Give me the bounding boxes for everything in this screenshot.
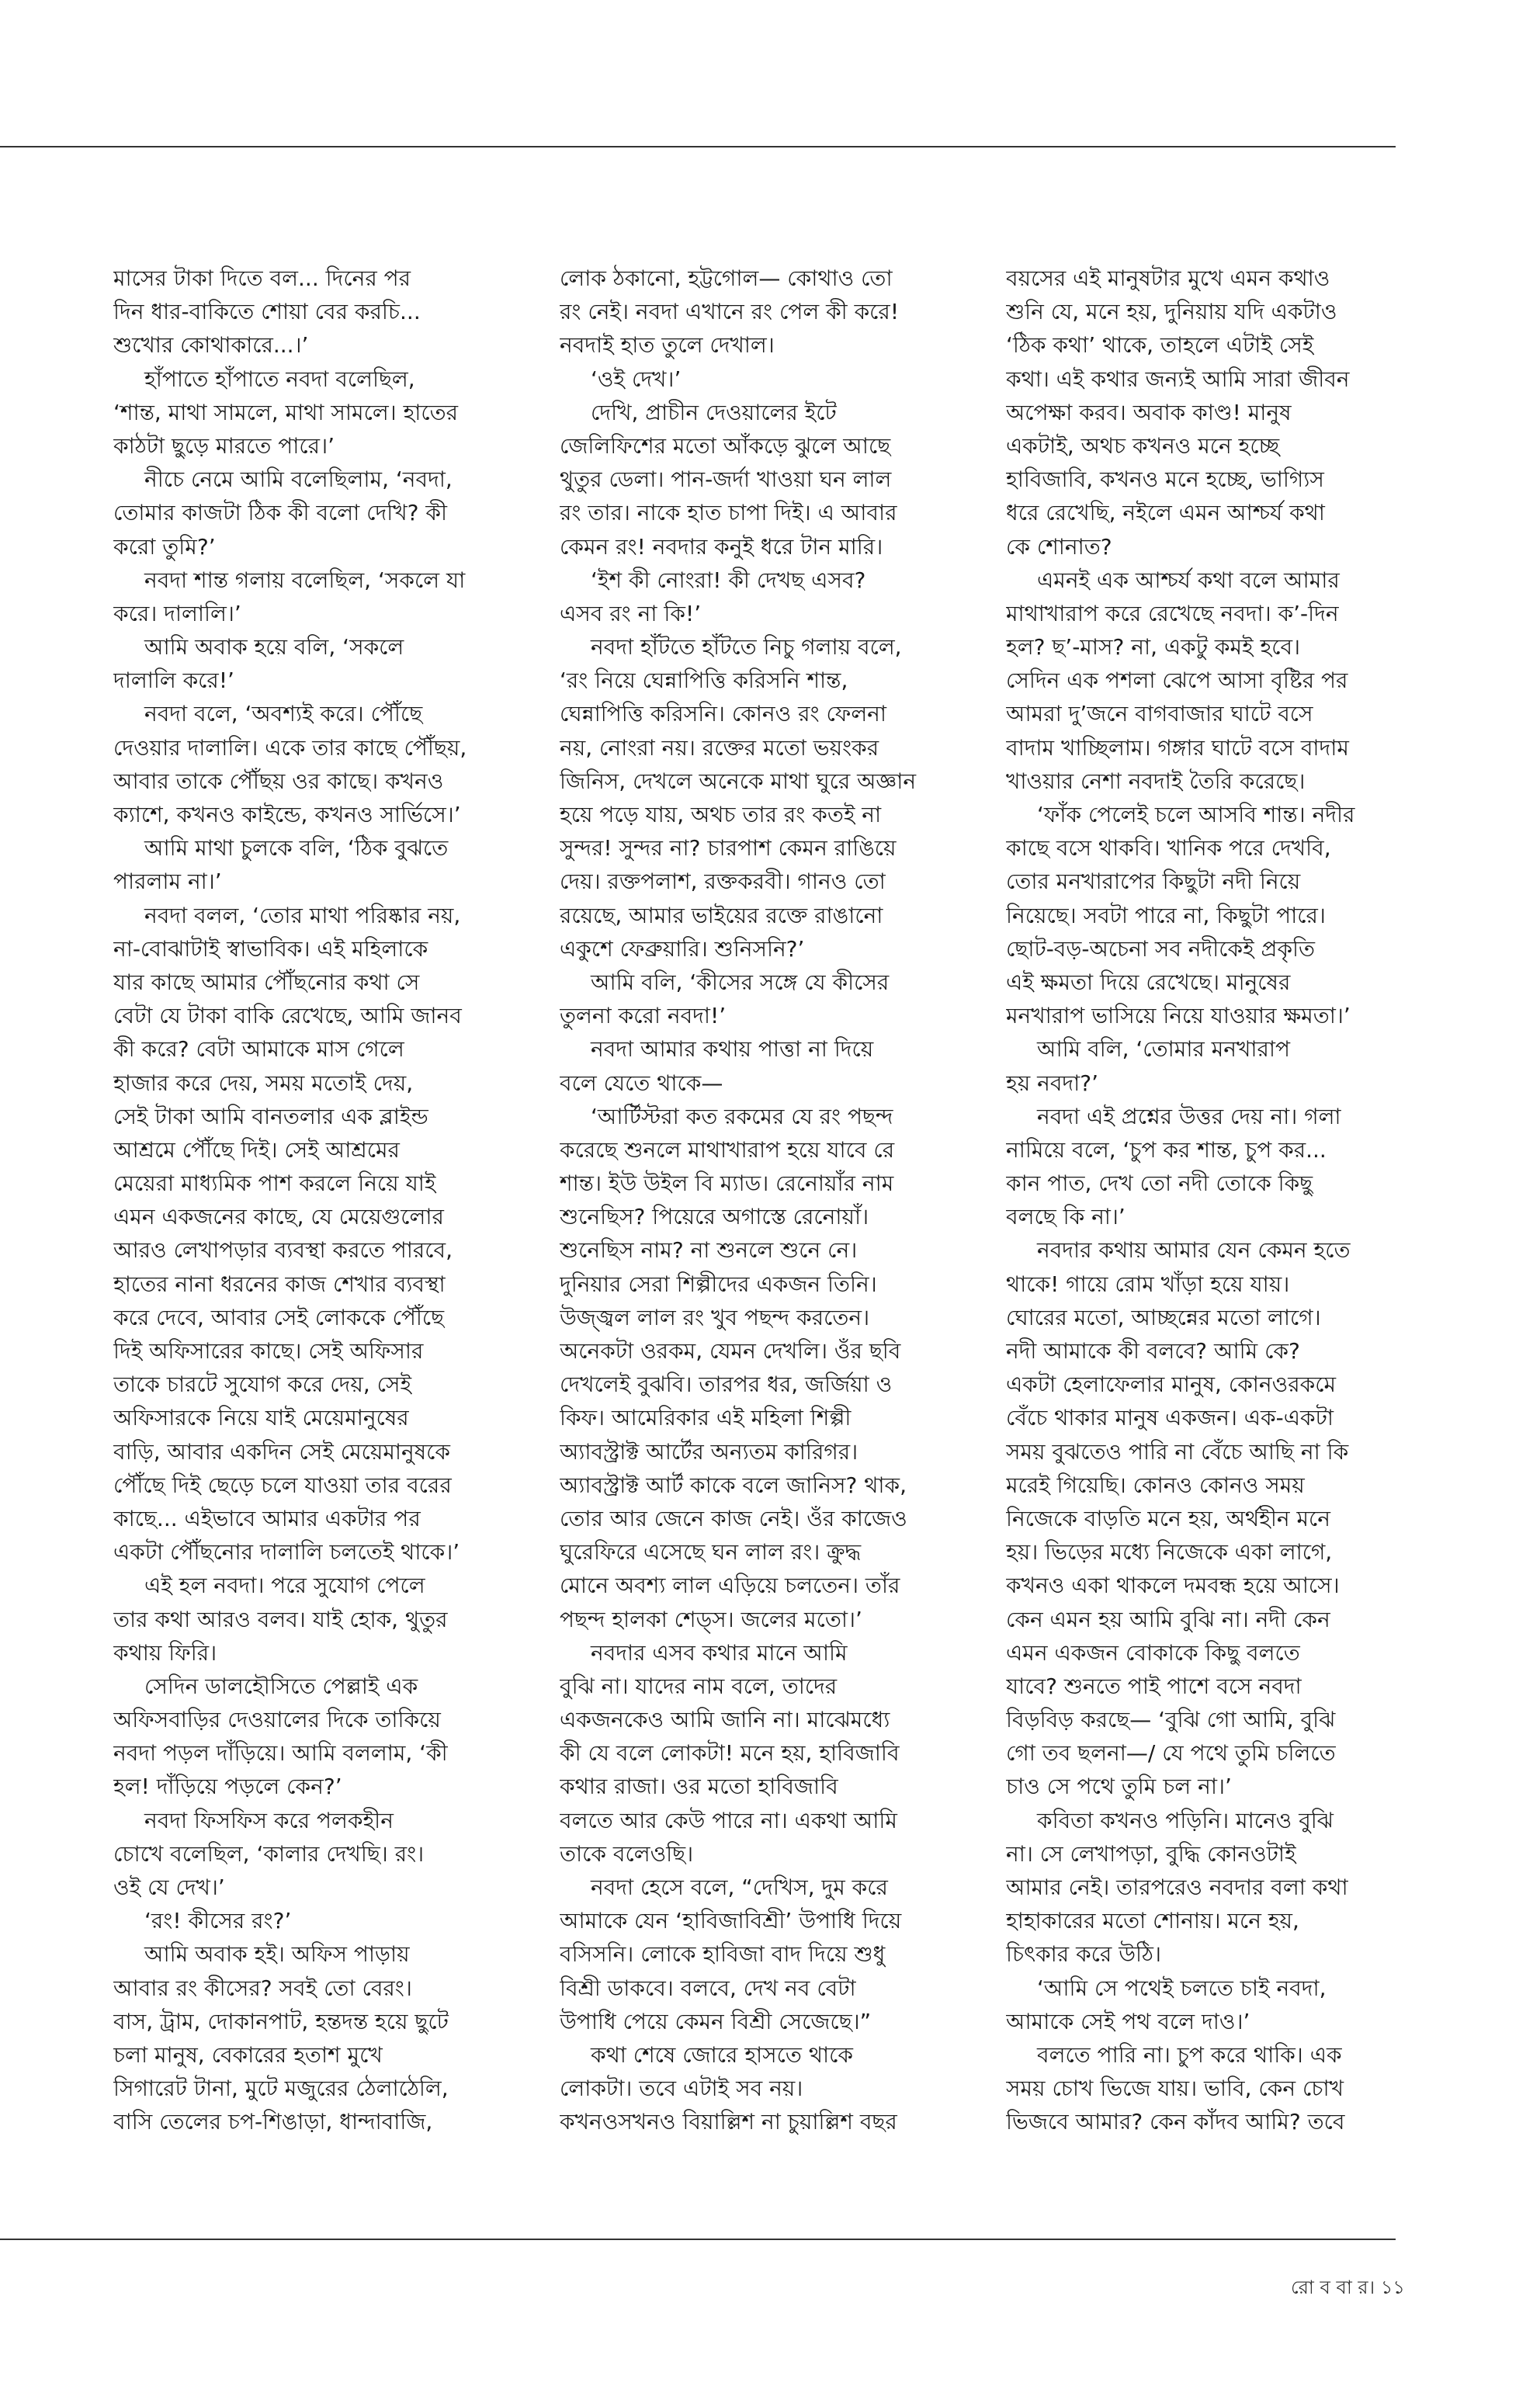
- text-line: করে। দালালি।’: [113, 600, 241, 626]
- text-line: থাকে! গায়ে রোম খাঁড়া হয়ে যায়।: [1006, 1271, 1290, 1297]
- text-line: সময় চোখ ভিজে যায়। ভাবি, কেন চোখ: [1006, 2076, 1344, 2102]
- text-line: এই হল নবদা। পরে সুযোগ পেলে: [144, 1573, 425, 1599]
- text-line: বলতে পারি না। চুপ করে থাকি। এক: [1037, 2041, 1342, 2068]
- text-line: জেলিফিশের মতো আঁকড়ে ঝুলে আছে: [560, 432, 891, 459]
- text-line: নিয়েছে। সবটা পারে না, কিছুটা পারে।: [1006, 902, 1326, 928]
- text-line: তাকে চারটে সুযোগ করে দেয়, সেই: [113, 1372, 412, 1398]
- text-line: কাছে বসে থাকবি। খানিক পরে দেখবি,: [1006, 835, 1331, 862]
- text-line: গো তব ছলনা—/ যে পথে তুমি চলিতে: [1006, 1740, 1336, 1767]
- text-line: আমি বলি, ‘তোমার মনখারাপ: [1037, 1036, 1291, 1063]
- text-line: একটা পৌঁছনোর দালালি চলতেই থাকে।’: [113, 1539, 460, 1566]
- text-line: কী যে বলে লোকটা! মনে হয়, হাবিজাবি: [560, 1740, 900, 1767]
- text-line: ‘আর্টিস্টরা কত রকমের যে রং পছন্দ: [591, 1103, 893, 1129]
- text-line: হাবিজাবি, কখনও মনে হচ্ছে, ভাগ্যিস: [1006, 466, 1324, 493]
- text-line: এই ক্ষমতা দিয়ে রেখেছে। মানুষের: [1006, 969, 1291, 995]
- text-line: কখনও একা থাকলে দমবন্ধ হয়ে আসে।: [1006, 1573, 1340, 1599]
- text-line: কেন এমন হয় আমি বুঝি না। নদী কেন: [1006, 1606, 1330, 1632]
- text-line: নদী আমাকে কী বলবে? আমি কে?: [1006, 1338, 1300, 1364]
- text-line: লোকটা। তবে এটাই সব নয়।: [560, 2076, 803, 2102]
- text-line: বাড়ি, আবার একদিন সেই মেয়েমানুষকে: [113, 1438, 451, 1465]
- text-line: বাসি তেলের চপ-শিঙাড়া, ধান্দাবাজি,: [113, 2109, 433, 2135]
- text-line: আবার তাকে পৌঁছয় ওর কাছে। কখনও: [113, 768, 444, 794]
- text-line: আমি অবাক হয়ে বলি, ‘সকলে: [144, 634, 404, 661]
- text-line: এসব রং না কি!’: [560, 600, 702, 626]
- text-line: বলতে আর কেউ পারে না। একথা আমি: [560, 1807, 897, 1833]
- text-line: হয়ে পড়ে যায়, অথচ তার রং কতই না: [560, 802, 882, 827]
- text-line: চোখে বলেছিল, ‘কালার দেখছি। রং।: [113, 1840, 425, 1867]
- text-line: রং তার। নাকে হাত চাপা দিই। এ আবার: [560, 500, 897, 526]
- text-line: করে দেবে, আবার সেই লোককে পৌঁছে: [113, 1304, 445, 1330]
- text-line: এমন একজন বোকাকে কিছু বলতে: [1006, 1639, 1300, 1666]
- text-line: কথার রাজা। ওর মতো হাবিজাবি: [560, 1774, 838, 1800]
- text-line: ক্যাশে, কখনও কাইন্ডে, কখনও সার্ভিসে।’: [113, 802, 461, 827]
- text-line: কথা শেষে জোরে হাসতে থাকে: [591, 2041, 853, 2068]
- text-line: ছোট-বড়-অচেনা সব নদীকেই প্রকৃতি: [1006, 935, 1316, 962]
- text-line: ধরে রেখেছি, নইলে এমন আশ্চর্য কথা: [1006, 500, 1325, 526]
- text-line: সেদিন ডালহৌসিতে পেল্লাই এক: [144, 1673, 418, 1699]
- text-column-3: [1006, 262, 1410, 2139]
- text-line: শুনেছিস নাম? না শুনলে শুনে নে।: [560, 1237, 858, 1264]
- text-line: বেঁচে থাকার মানুষ একজন। এক-একটা: [1006, 1405, 1334, 1431]
- text-line: হাতের নানা ধরনের কাজ শেখার ব্যবস্থা: [113, 1271, 446, 1297]
- text-line: রং নেই। নবদা এখানে রং পেল কী করে!: [560, 299, 900, 325]
- text-line: সেই টাকা আমি বানতলার এক ব্লাইন্ড: [113, 1103, 428, 1129]
- text-line: আমি বলি, ‘কীসের সঙ্গে যে কীসের: [591, 969, 890, 995]
- text-line: এমনই এক আশ্চর্য কথা বলে আমার: [1037, 567, 1340, 593]
- text-line: বাস, ট্রাম, দোকানপাট, হন্তদন্ত হয়ে ছুটে: [113, 2008, 449, 2034]
- text-line: আমাকে সেই পথ বলে দাও।’: [1006, 2008, 1250, 2034]
- text-line: নীচে নেমে আমি বলেছিলাম, ‘নবদা,: [144, 466, 453, 493]
- text-line: আবার রং কীসের? সবই তো বেরং।: [113, 1975, 412, 2001]
- text-line: না। সে লেখাপড়া, বুদ্ধি কোনওটাই: [1006, 1840, 1296, 1867]
- text-line: তোর মনখারাপের কিছুটা নদী নিয়ে: [1006, 869, 1301, 895]
- text-line: বলে যেতে থাকে—: [560, 1070, 723, 1096]
- text-line: বিশ্রী ডাকবে। বলবে, দেখ নব বেটা: [560, 1975, 856, 2001]
- text-line: তুলনা করো নবদা!’: [560, 1003, 727, 1029]
- text-line: দালালি করে!’: [113, 668, 234, 694]
- text-line: দেখলেই বুঝবি। তারপর ধর, জর্জিয়া ও: [560, 1372, 893, 1398]
- text-line: শুখোর কোথাকারে...।’: [113, 332, 309, 359]
- text-line: হাহাকারের মতো শোনায়। মনে হয়,: [1006, 1908, 1299, 1934]
- text-line: যাবে? শুনতে পাই পাশে বসে নবদা: [1006, 1673, 1302, 1699]
- text-line: নবদার এসব কথার মানে আমি: [591, 1639, 848, 1666]
- text-line: কান পাত, দেখ তো নদী তোকে কিছু: [1006, 1170, 1313, 1197]
- text-line: হল! দাঁড়িয়ে পড়লে কেন?’: [113, 1774, 342, 1800]
- top-rule: [0, 146, 1396, 147]
- text-line: নবদা ফিসফিস করে পলকহীন: [144, 1807, 394, 1833]
- text-line: এমন একজনের কাছে, যে মেয়েগুলোর: [113, 1204, 444, 1230]
- text-line: উজ্জ্বল লাল রং খুব পছন্দ করতেন।: [560, 1304, 870, 1330]
- text-line: কিফ। আমেরিকার এই মহিলা শিল্পী: [560, 1405, 852, 1431]
- text-line: নবদা হেসে বলে, “দেখিস, দুম করে: [591, 1875, 888, 1900]
- text-line: শুনেছিস? পিয়েরে অগাস্তে রেনোয়াঁ।: [560, 1204, 869, 1230]
- text-line: ‘ঠিক কথা’ থাকে, তাহলে এটাই সেই: [1006, 332, 1314, 359]
- text-line: তার কথা আরও বলব। যাই হোক, থুতুর: [113, 1606, 448, 1632]
- text-line: হয় নবদা?’: [1006, 1070, 1098, 1096]
- text-line: ঘুরেফিরে এসেছে ঘন লাল রং। ক্রুদ্ধ: [560, 1539, 862, 1566]
- text-line: তাকে বলেওছি।: [560, 1840, 694, 1867]
- text-line: তোমার কাজটা ঠিক কী বলো দেখি? কী: [113, 500, 448, 526]
- text-line: কাঠটা ছুড়ে মারতে পারে।’: [113, 432, 335, 459]
- text-line: আরও লেখাপড়ার ব্যবস্থা করতে পারবে,: [113, 1237, 453, 1264]
- text-line: নবদা পড়ল দাঁড়িয়ে। আমি বললাম, ‘কী: [113, 1740, 448, 1767]
- text-line: দেয়। রক্তপলাশ, রক্তকরবী। গানও তো: [560, 869, 886, 895]
- text-line: হাজার করে দেয়, সময় মতোই দেয়,: [113, 1070, 414, 1096]
- text-line: তোর আর জেনে কাজ নেই। ওঁর কাজেও: [560, 1505, 907, 1531]
- text-line: নবদা আমার কথায় পাত্তা না দিয়ে: [591, 1036, 874, 1063]
- text-line: কথা। এই কথার জন্যই আমি সারা জীবন: [1006, 366, 1350, 392]
- text-line: একটাই, অথচ কখনও মনে হচ্ছে: [1006, 432, 1280, 459]
- text-line: আমি অবাক হই। অফিস পাড়ায়: [144, 1941, 410, 1968]
- text-line: ‘রং! কীসের রং?’: [144, 1908, 292, 1934]
- text-line: রয়েছে, আমার ভাইয়ের রক্তে রাঙানো: [560, 902, 883, 928]
- text-line: যার কাছে আমার পৌঁছনোর কথা সে: [113, 969, 420, 995]
- text-column-1: [113, 262, 517, 2139]
- text-line: শান্ত। ইউ উইল বি ম্যাড। রেনোয়াঁর নাম: [560, 1170, 894, 1197]
- text-line: কে শোনাত?: [1006, 533, 1112, 560]
- text-line: নামিয়ে বলে, ‘চুপ কর শান্ত, চুপ কর...: [1006, 1136, 1327, 1163]
- text-line: কেমন রং! নবদার কনুই ধরে টান মারি।: [560, 533, 883, 560]
- text-column-2: [560, 262, 963, 2139]
- text-line: নবদা এই প্রশ্নের উত্তর দেয় না। গলা: [1037, 1103, 1341, 1129]
- text-line: পছন্দ হালকা শেড্‌স। জলের মতো।’: [560, 1606, 862, 1632]
- text-line: চাও সে পথে তুমি চল না।’: [1006, 1774, 1232, 1800]
- text-line: হাঁপাতে হাঁপাতে নবদা বলেছিল,: [144, 366, 415, 392]
- text-line: অপেক্ষা করব। অবাক কাণ্ড! মানুষ: [1006, 399, 1292, 425]
- text-line: ‘আমি সে পথেই চলতে চাই নবদা,: [1037, 1975, 1327, 2001]
- text-line: ‘রং নিয়ে ঘেন্নাপিত্তি করিসনি শান্ত,: [560, 668, 848, 694]
- text-line: কাছে... এইভাবে আমার একটার পর: [113, 1505, 421, 1531]
- text-line: ‘ওই দেখ।’: [591, 366, 682, 392]
- text-line: মনখারাপ ভাসিয়ে নিয়ে যাওয়ার ক্ষমতা।’: [1006, 1003, 1351, 1029]
- text-line: একুশে ফেব্রুয়ারি। শুনিসনি?’: [560, 935, 805, 962]
- text-line: আমাকে যেন ‘হাবিজাবিশ্রী’ উপাধি দিয়ে: [560, 1908, 902, 1934]
- text-line: নিজেকে বাড়তি মনে হয়, অর্থহীন মনে: [1006, 1505, 1331, 1531]
- text-line: মাথাখারাপ করে রেখেছে নবদা। ক’-দিন: [1006, 600, 1339, 626]
- text-line: নবদা বলে, ‘অবশ্যই করে। পৌঁছে: [144, 701, 423, 727]
- text-line: সময় বুঝতেও পারি না বেঁচে আছি না কি: [1006, 1438, 1349, 1465]
- text-line: শুনি যে, মনে হয়, দুনিয়ায় যদি একটাও: [1006, 299, 1337, 325]
- text-line: চলা মানুষ, বেকারের হতাশ মুখে: [113, 2041, 383, 2068]
- text-line: কখনওসখনও বিয়াল্লিশ না চুয়াল্লিশ বছর: [560, 2109, 897, 2135]
- text-line: কী করে? বেটা আমাকে মাস গেলে: [113, 1036, 404, 1063]
- text-line: মরেই গিয়েছি। কোনও কোনও সময়: [1006, 1472, 1305, 1498]
- text-line: নবদার কথায় আমার যেন কেমন হতে: [1037, 1237, 1351, 1264]
- text-line: ‘ফাঁক পেলেই চলে আসবি শান্ত। নদীর: [1037, 802, 1355, 827]
- text-line: অনেকটা ওরকম, যেমন দেখলি। ওঁর ছবি: [560, 1338, 901, 1364]
- text-line: ঘোরের মতো, আচ্ছন্নের মতো লাগে।: [1006, 1304, 1321, 1330]
- text-line: নয়, নোংরা নয়। রক্তের মতো ভয়ংকর: [560, 734, 879, 761]
- text-line: একটা হেলাফেলার মানুষ, কোনওরকমে: [1006, 1372, 1337, 1398]
- text-line: ওই যে দেখ।’: [113, 1875, 225, 1900]
- text-line: আমার নেই। তারপরেও নবদার বলা কথা: [1006, 1875, 1348, 1900]
- page-folio: রো ব বা র। ১১: [1290, 2277, 1405, 2298]
- text-line: মাসের টাকা দিতে বল... দিনের পর: [113, 265, 411, 291]
- text-line: হল? ছ’-মাস? না, একটু কমই হবে।: [1006, 634, 1301, 661]
- text-line: দিই অফিসারের কাছে। সেই অফিসার: [113, 1338, 424, 1364]
- text-line: জিনিস, দেখলে অনেকে মাথা ঘুরে অজ্ঞান: [560, 768, 917, 794]
- text-line: নবদা বলল, ‘তোর মাথা পরিষ্কার নয়,: [144, 902, 461, 928]
- text-line: না-বোঝাটাই স্বাভাবিক। এই মহিলাকে: [113, 935, 428, 962]
- text-line: অফিসারকে নিয়ে যাই মেয়েমানুষের: [113, 1405, 409, 1431]
- text-line: চিৎকার করে উঠি।: [1006, 1941, 1162, 1968]
- text-line: আশ্রমে পৌঁছে দিই। সেই আশ্রমের: [113, 1136, 400, 1163]
- text-line: বেটা যে টাকা বাকি রেখেছে, আমি জানব: [113, 1003, 462, 1029]
- text-line: সিগারেট টানা, মুটে মজুরের ঠেলাঠেলি,: [113, 2076, 449, 2102]
- text-line: অফিসবাড়ির দেওয়ালের দিকে তাকিয়ে: [113, 1707, 441, 1733]
- text-line: করেছে শুনলে মাথাখারাপ হয়ে যাবে রে: [560, 1136, 895, 1163]
- text-line: অ্যাবস্ট্রাক্ট আর্টের অন্যতম কারিগর।: [560, 1438, 858, 1465]
- text-line: সুন্দর! সুন্দর না? চারপাশ কেমন রাঙিয়ে: [560, 835, 897, 862]
- text-line: করো তুমি?’: [113, 533, 216, 560]
- text-line: আমি মাথা চুলকে বলি, ‘ঠিক বুঝতে: [144, 835, 449, 862]
- text-line: হয়। ভিড়ের মধ্যে নিজেকে একা লাগে,: [1006, 1539, 1333, 1566]
- text-line: আমরা দু’জনে বাগবাজার ঘাটে বসে: [1006, 701, 1313, 727]
- text-line: বয়সের এই মানুষটার মুখে এমন কথাও: [1006, 265, 1330, 291]
- text-line: একজনকেও আমি জানি না। মাঝেমধ্যে: [560, 1707, 890, 1733]
- text-line: থুতুর ডেলা। পান-জর্দা খাওয়া ঘন লাল: [560, 466, 892, 493]
- text-line: খাওয়ার নেশা নবদাই তৈরি করেছে।: [1006, 768, 1306, 794]
- text-line: বুঝি না। যাদের নাম বলে, তাদের: [560, 1673, 838, 1699]
- text-line: নবদা হাঁটতে হাঁটতে নিচু গলায় বলে,: [591, 634, 902, 661]
- text-line: মোনে অবশ্য লাল এড়িয়ে চলতেন। তাঁর: [560, 1573, 900, 1599]
- text-line: বলছে কি না।’: [1006, 1204, 1126, 1230]
- text-line: দিন ধার-বাকিতে শোয়া বের করচি...: [113, 299, 421, 325]
- text-line: পারলাম না।’: [113, 869, 222, 895]
- bottom-rule: [0, 2239, 1396, 2240]
- text-line: পৌঁছে দিই ছেড়ে চলে যাওয়া তার বরের: [113, 1472, 452, 1498]
- text-line: সেদিন এক পশলা ঝেপে আসা বৃষ্টির পর: [1006, 668, 1348, 694]
- text-line: কথায় ফিরি।: [113, 1639, 217, 1666]
- text-line: ‘শান্ত, মাথা সামলে, মাথা সামলে। হাতের: [113, 399, 459, 425]
- text-line: বিড়বিড় করছে— ‘বুঝি গো আমি, বুঝি: [1006, 1707, 1336, 1733]
- text-line: নবদা শান্ত গলায় বলেছিল, ‘সকলে যা: [144, 567, 466, 593]
- text-line: বাদাম খাচ্ছিলাম। গঙ্গার ঘাটে বসে বাদাম: [1006, 734, 1349, 761]
- text-line: নবদাই হাত তুলে দেখাল।: [560, 332, 775, 359]
- text-line: অ্যাবস্ট্রাক্ট আর্ট কাকে বলে জানিস? থাক,: [560, 1472, 907, 1498]
- text-line: লোক ঠকানো, হট্টগোল— কোথাও তো: [560, 265, 893, 291]
- text-line: দেখি, প্রাচীন দেওয়ালের ইটে: [591, 399, 837, 425]
- text-line: দেওয়ার দালালি। একে তার কাছে পৌঁছয়,: [113, 734, 467, 761]
- text-line: বসিসনি। লোকে হাবিজা বাদ দিয়ে শুধু: [560, 1941, 886, 1968]
- text-line: মেয়েরা মাধ্যমিক পাশ করলে নিয়ে যাই: [113, 1170, 436, 1197]
- text-line: ঘেন্নাপিত্তি করিসনি। কোনও রং ফেলনা: [560, 701, 887, 727]
- text-line: ভিজবে আমার? কেন কাঁদব আমি? তবে: [1006, 2109, 1345, 2135]
- text-line: উপাধি পেয়ে কেমন বিশ্রী সেজেছে।”: [560, 2008, 872, 2034]
- text-line: কবিতা কখনও পড়িনি। মানেও বুঝি: [1037, 1807, 1334, 1833]
- text-line: দুনিয়ার সেরা শিল্পীদের একজন তিনি।: [560, 1271, 877, 1297]
- text-line: ‘ইশ কী নোংরা! কী দেখছ এসব?: [591, 567, 866, 593]
